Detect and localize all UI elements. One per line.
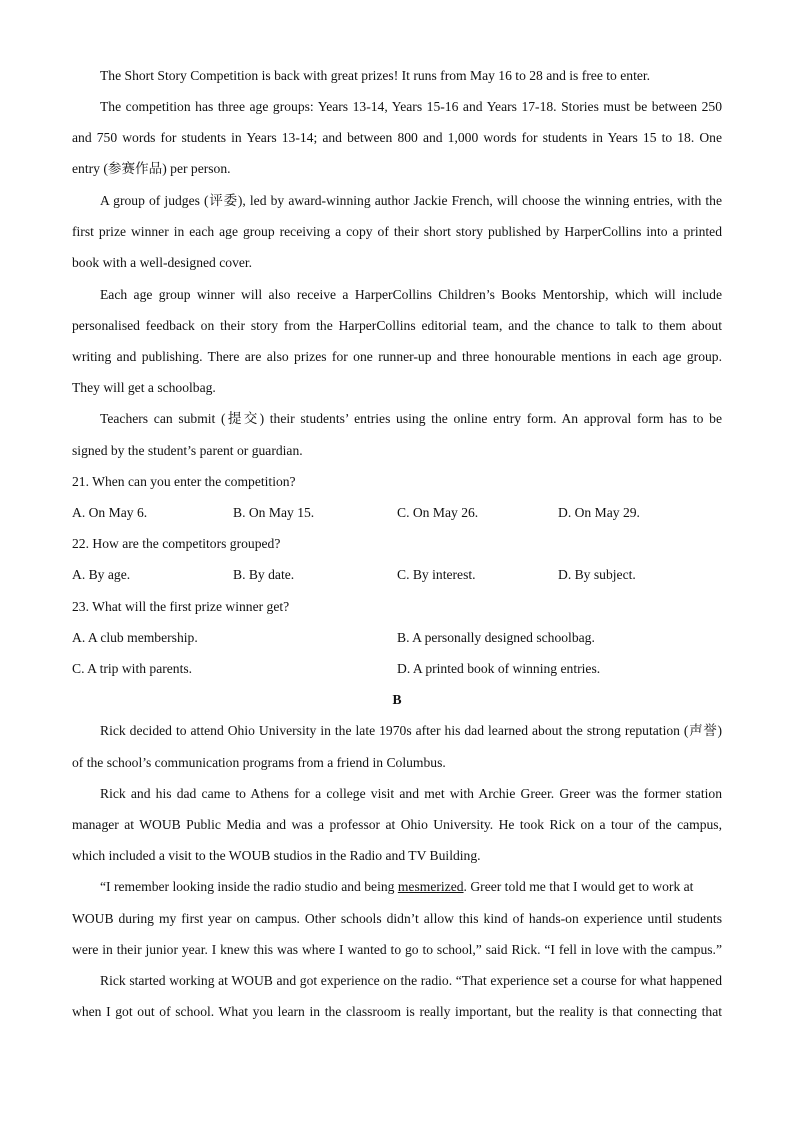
question-22-option-a: A. By age.	[72, 567, 131, 582]
question-21-option-a: A. On May 6.	[72, 505, 148, 520]
question-23-option-c: C. A trip with parents.	[72, 661, 193, 676]
passage-b-paragraph-2-line-3: which included a visit to the WOUB studios in the Radio and TV Building.	[72, 848, 481, 863]
passage-b-paragraph-4-line-1: Rick started working at WOUB and got experience on the radio. “That experience set a course for what happened	[100, 973, 722, 988]
passage-a-paragraph-2-line-1: The competition has three age groups: Years 13-14, Years 15-16 and Years 17-18. Stories must be between 250	[100, 99, 722, 114]
passage-a-paragraph-2-line-2: and 750 words for students in Years 13-14; and between 800 and 1,000 words for students in Years 15 to 18. One	[72, 130, 722, 145]
question-23-option-b: B. A personally designed schoolbag.	[397, 630, 595, 645]
question-23-stem: 23. What will the first prize winner get?	[72, 599, 290, 614]
passage-a-paragraph-1: The Short Story Competition is back with great prizes! It runs from May 16 to 28 and is free to enter.	[100, 68, 651, 83]
quote-text-before: “I remember looking inside the radio studio and being	[100, 879, 398, 894]
passage-a-paragraph-4-line-3: writing and publishing. There are also prizes for one runner-up and three honourable mentions in each age group.	[72, 349, 722, 364]
passage-a-paragraph-3-line-3: book with a well-designed cover.	[72, 255, 253, 270]
question-22-option-c: C. By interest.	[397, 567, 476, 582]
passage-b-paragraph-1-line-2: of the school’s communication programs from a friend in Columbus.	[72, 755, 446, 770]
question-22-option-d: D. By subject.	[558, 567, 636, 582]
passage-a-paragraph-2-line-3: entry (参赛作品) per person.	[72, 161, 231, 176]
question-21-option-b: B. On May 15.	[233, 505, 315, 520]
passage-b-paragraph-3-line-1	[100, 877, 722, 897]
passage-a-paragraph-4-line-1: Each age group winner will also receive a HarperCollins Children’s Books Mentorship, which will include	[100, 287, 722, 302]
passage-b-paragraph-3-line-2: WOUB during my first year on campus. Other schools didn’t allow this kind of hands-on experience until students	[72, 911, 722, 926]
passage-a-paragraph-3-line-1: A group of judges (评委), led by award-winning author Jackie French, will choose the winning entries, with the	[100, 193, 722, 208]
passage-a-paragraph-4-line-2: personalised feedback on their story from the HarperCollins editorial team, and the chance to talk to them about	[72, 318, 722, 333]
passage-b-paragraph-1-line-1: Rick decided to attend Ohio University in the late 1970s after his dad learned about the strong reputation (声誉)	[100, 723, 722, 738]
question-23-option-d: D. A printed book of winning entries.	[397, 661, 601, 676]
passage-a-paragraph-4-line-4: They will get a schoolbag.	[72, 380, 216, 395]
question-21-option-c: C. On May 26.	[397, 505, 479, 520]
question-21-stem: 21. When can you enter the competition?	[72, 474, 296, 489]
question-22-option-b: B. By date.	[233, 567, 295, 582]
passage-a-paragraph-5-line-1: Teachers can submit (提交) their students’ entries using the online entry form. An approval form has to be	[100, 411, 722, 426]
quote-text-after: . Greer told me that I would get to work at	[463, 879, 694, 894]
passage-b-paragraph-4-line-2: when I got out of school. What you learn in the classroom is really important, but the reality is that connecting that	[72, 1004, 722, 1019]
question-21-option-d: D. On May 29.	[558, 505, 640, 520]
passage-a-paragraph-3-line-2: first prize winner in each age group receiving a copy of their short story published by HarperCollins into a printed	[72, 224, 722, 239]
passage-b-paragraph-3-line-3: were in their junior year. I knew this was where I wanted to go to school,” said Rick. “I fell in love with the campus.”	[72, 942, 722, 957]
question-23-option-a: A. A club membership.	[72, 630, 198, 645]
passage-b-paragraph-2-line-2: manager at WOUB Public Media and was a professor at Ohio University. He took Rick on a tour of the campus,	[72, 817, 722, 832]
passage-a-paragraph-5-line-2: signed by the student’s parent or guardian.	[72, 443, 303, 458]
question-22-stem: 22. How are the competitors grouped?	[72, 536, 281, 551]
underlined-word: mesmerized	[397, 879, 464, 894]
passage-b-paragraph-2-line-1: Rick and his dad came to Athens for a college visit and met with Archie Greer. Greer was the former station	[100, 786, 722, 801]
passage-b-heading: B	[392, 692, 402, 707]
